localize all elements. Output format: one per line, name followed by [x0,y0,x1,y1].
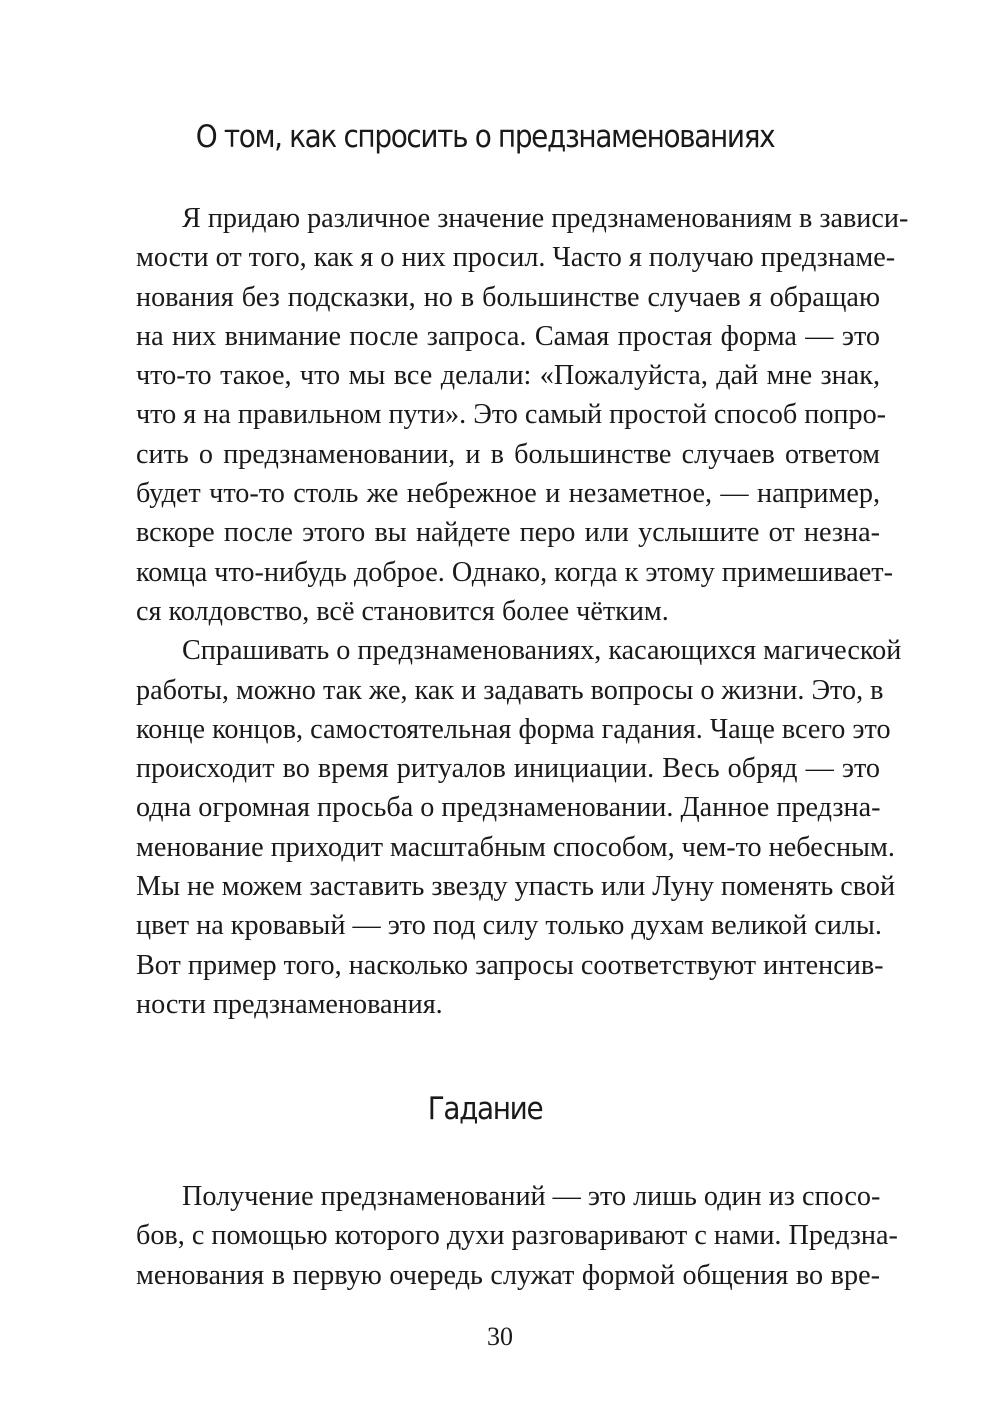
text-line: нования без подсказки, но в большинстве случаев я обращаю [136,281,880,313]
text-line: менования в первую очередь служат формой общения во вре- [136,1259,880,1291]
text-line: Я придаю различное значение предзнаменованиям в зависи- [182,203,909,234]
text-line: Получение предзнаменований — это лишь один из спосо- [182,1181,881,1212]
text-line: Вот пример того, насколько запросы соответствуют интенсив- [136,949,884,981]
text-line: мости от того, как я о них просил. Часто я получаю предзнаме- [136,242,896,274]
page-number: 30 [487,1322,513,1351]
text-line: происходит во время ритуалов инициации. Весь обряд — это [136,753,880,785]
text-line: ся колдовство, всё становится более чётким. [136,595,669,627]
text-line: будет что-то столь же небрежное и незаметное, — например, [136,478,880,510]
section-title: Гадание [427,1091,543,1127]
section-body [90,1177,898,1295]
section-title: О том, как спросить о предзнаменованиях [195,119,775,155]
text-line: работы, можно так же, как и задавать вопросы о жизни. Это, в [136,674,884,706]
text-line: ности предзнаменования. [136,988,443,1020]
text-line: бов, с помощью которого духи разговаривают с нами. Предзна- [136,1220,898,1252]
text-line: конце концов, самостоятельная форма гадания. Чаще всего это [136,713,891,745]
text-line: что-то такое, что мы все делали: «Пожалуйста, дай мне знак, [136,360,880,392]
text-line: сить о предзнаменовании, и в большинстве случаев ответом [136,438,880,470]
text-line: комца что-нибудь доброе. Однако, когда к этому примешивает- [136,556,893,588]
section-body [90,199,909,1024]
text-line: на них внимание после запроса. Самая простая форма — это [136,320,880,352]
text-line: Спрашивать о предзнаменованиях, касающихся магической [182,635,902,667]
text-line: вскоре после этого вы найдете перо или услышите от незна- [136,517,880,549]
text-line: одна огромная просьба о предзнаменовании. Данное предзна- [136,792,881,824]
paragraph [90,199,909,631]
paragraph [90,1177,898,1295]
text-line: цвет на кровавый — это под силу только духам великой силы. [136,910,882,942]
text-line: менование приходит масштабным способом, чем-то небесным. [136,831,895,863]
text-line: что я на правильном пути». Это самый простой способ попро- [136,399,887,431]
text-line: Мы не можем заставить звезду упасть или Луну поменять свой [136,871,896,903]
paragraph [90,631,902,1024]
